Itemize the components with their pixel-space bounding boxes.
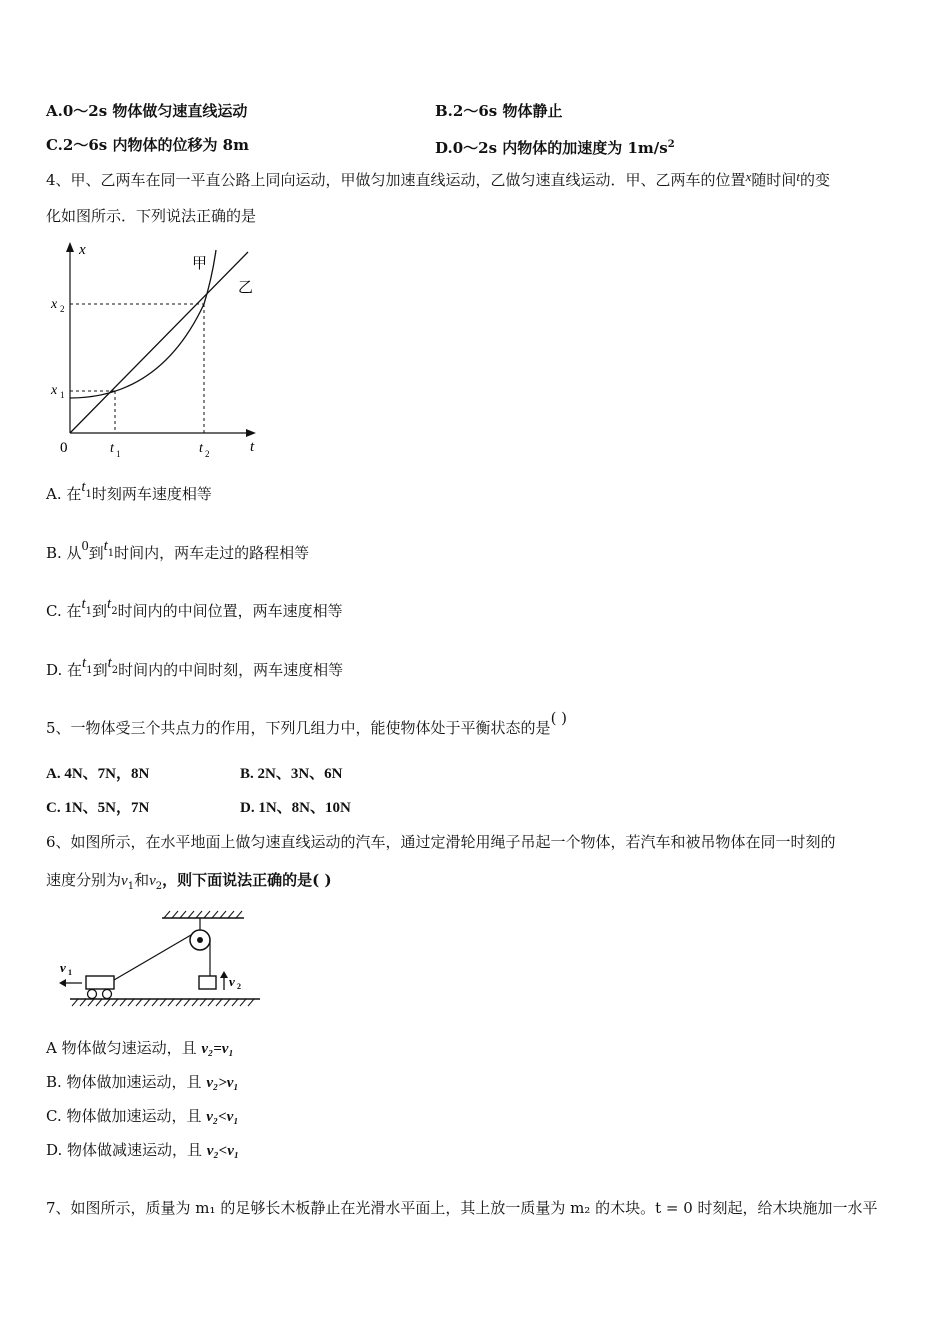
q6-option-b-text: B. 物体做加速运动，且 (46, 1073, 207, 1091)
ceiling-hatch (164, 911, 242, 918)
q6-option-a-relation: v₂=v₁ (201, 1041, 234, 1057)
q6-stem-2a: 速度分别为 (46, 871, 122, 889)
q6-v1: v (121, 873, 128, 889)
q6-stem-line2 (46, 870, 332, 897)
q3-option-d-sup: 2 (667, 139, 675, 150)
q4-option-b-sub: 1 (107, 548, 115, 559)
fig-label-v1-sub: 1 (68, 968, 72, 977)
q4-var-t: t (796, 169, 800, 184)
graph-y-arrow (66, 242, 74, 252)
q4-stem-part-c: 的变 (799, 171, 830, 189)
q4-option-b-text-2: 到 (88, 544, 104, 562)
q4-option-d (46, 655, 344, 687)
q4-stem-line2: 化如图所示．下列说法正确的是 (46, 207, 257, 225)
q4-option-c-sub1: 1 (85, 606, 93, 617)
q5-stem (46, 709, 568, 738)
q4-option-b (46, 538, 310, 570)
graph-label-t: t (250, 439, 255, 455)
q6-pulley-figure (52, 908, 267, 1010)
q4-option-d-sub2: 2 (111, 665, 119, 676)
car-wheel-left (88, 990, 97, 999)
q4-option-a (46, 479, 212, 511)
q6-v2-sub: 2 (155, 881, 163, 892)
q5-stem-text: 5、一物体受三个共点力的作用，下列几组力中，能使物体处于平衡状态的是 (46, 719, 551, 737)
graph-label-x1: x (51, 383, 58, 398)
q4-option-c-t1: t (81, 596, 86, 612)
q4-option-a-text-1: A. 在 (46, 485, 82, 503)
q6-option-c-relation: v₂<v₁ (206, 1109, 239, 1125)
fig-label-v2: v (229, 974, 235, 989)
q6-option-b (46, 1072, 239, 1093)
v1-arrow-head (59, 979, 66, 987)
rope-to-car (114, 935, 191, 980)
q4-option-d-text-1: D. 在 (46, 661, 83, 679)
q4-option-b-zero: 0 (81, 539, 89, 554)
q6-option-d-relation: v₂<v₁ (206, 1143, 240, 1159)
q6-stem-line1: 6、如图所示，在水平地面上做匀速直线运动的汽车，通过定滑轮用绳子吊起一个物体，若汽车和被吊物体在同一时刻的 (46, 833, 836, 851)
q5-answer-paren: ( ) (550, 709, 568, 727)
graph-x-arrow (246, 429, 256, 437)
q6-option-b-relation: v₂>v₁ (206, 1075, 239, 1091)
q4-stem-part-b: 随时间 (751, 171, 797, 189)
q5-option-d: D. 1N、8N、10N (240, 800, 351, 816)
q4-option-c (46, 596, 343, 628)
graph-label-t1-sub: 1 (116, 449, 121, 459)
car-wheel-right (103, 990, 112, 999)
q4-option-b-text-3: 时间内，两车走过的路程相等 (114, 544, 310, 562)
q4-option-b-text-1: B. 从 (46, 544, 82, 562)
graph-label-t2: t (199, 441, 203, 456)
q6-option-d-text: D. 物体做减速运动，且 (46, 1141, 207, 1159)
q5-option-a: A. 4N、7N，8N (46, 766, 150, 782)
car-body (86, 976, 114, 989)
q5-option-b: B. 2N、3N、6N (240, 766, 343, 782)
graph-label-yi: 乙 (238, 280, 254, 296)
q4-option-d-t2: t (107, 655, 112, 671)
fig-label-v2-sub: 2 (237, 982, 241, 991)
q4-stem-part-a: 4、甲、乙两车在同一平直公路上同向运动，甲做匀加速直线运动，乙做匀速直线运动．甲、乙两车的位置 (46, 171, 746, 189)
q4-option-c-t2: t (107, 596, 112, 612)
q3-option-d (435, 135, 675, 158)
q3-option-a: A.0～2s 物体做匀速直线运动 (46, 102, 248, 120)
q4-option-c-text-3: 时间内的中间位置，两车速度相等 (117, 602, 343, 620)
graph-label-t2-sub: 2 (205, 449, 210, 459)
q4-option-a-t: t (81, 479, 86, 495)
q4-stem-line1 (46, 170, 830, 191)
q4-option-d-sub1: 1 (86, 665, 93, 676)
v2-arrow-head (220, 971, 228, 978)
q6-option-a-text: A 物体做匀速运动，且 (46, 1039, 202, 1057)
graph-label-x: x (79, 242, 86, 258)
graph-label-origin: 0 (60, 440, 68, 456)
q3-option-c: C.2～6s 内物体的位移为 8m (46, 136, 249, 154)
graph-label-x2-sub: 2 (60, 304, 65, 314)
q6-option-c-text: C. 物体做加速运动，且 (46, 1107, 207, 1125)
q4-option-a-text-2: 时刻两车速度相等 (91, 485, 212, 503)
graph-line-yi (70, 252, 248, 433)
graph-label-x2: x (51, 297, 58, 312)
q3-option-b: B.2～6s 物体静止 (435, 102, 563, 120)
q4-option-d-text-3: 时间内的中间时刻，两车速度相等 (118, 661, 344, 679)
q5-option-c: C. 1N、5N，7N (46, 800, 150, 816)
q4-option-d-text-2: 到 (92, 661, 108, 679)
q6-option-a (46, 1038, 234, 1059)
q6-option-d (46, 1140, 239, 1161)
q4-option-c-sub2: 2 (111, 606, 118, 617)
hanging-block (199, 976, 216, 989)
graph-curve-jia (70, 250, 216, 398)
graph-label-x1-sub: 1 (60, 390, 65, 400)
q7-stem: 7、如图所示，质量为 m₁ 的足够长木板静止在光滑水平面上，其上放一质量为 m₂ 的木块。t = 0 时刻起，给木块施加一水平 (46, 1199, 878, 1217)
q3-option-d-text: D.0～2s 内物体的加速度为 1m/s (435, 139, 668, 157)
pulley-axle (197, 937, 203, 943)
q4-option-c-text-1: C. 在 (46, 602, 82, 620)
q4-option-a-sub: 1 (85, 489, 92, 500)
graph-label-jia: 甲 (192, 256, 208, 272)
q4-position-time-graph (40, 238, 270, 468)
q6-v1-sub: 1 (127, 881, 135, 892)
q6-stem-2c: ，则下面说法正确的是( ) (162, 871, 332, 889)
q6-stem-2b: 和 (134, 871, 150, 889)
q6-v2: v (149, 873, 156, 889)
q4-option-c-text-2: 到 (92, 602, 108, 620)
q4-option-b-t: t (103, 538, 108, 554)
fig-label-v1: v (60, 960, 66, 975)
q6-option-c (46, 1106, 239, 1127)
graph-label-t1: t (110, 441, 114, 456)
q4-var-x: x (745, 169, 752, 184)
q4-option-d-t1: t (82, 655, 87, 671)
ground-hatch (72, 999, 254, 1006)
